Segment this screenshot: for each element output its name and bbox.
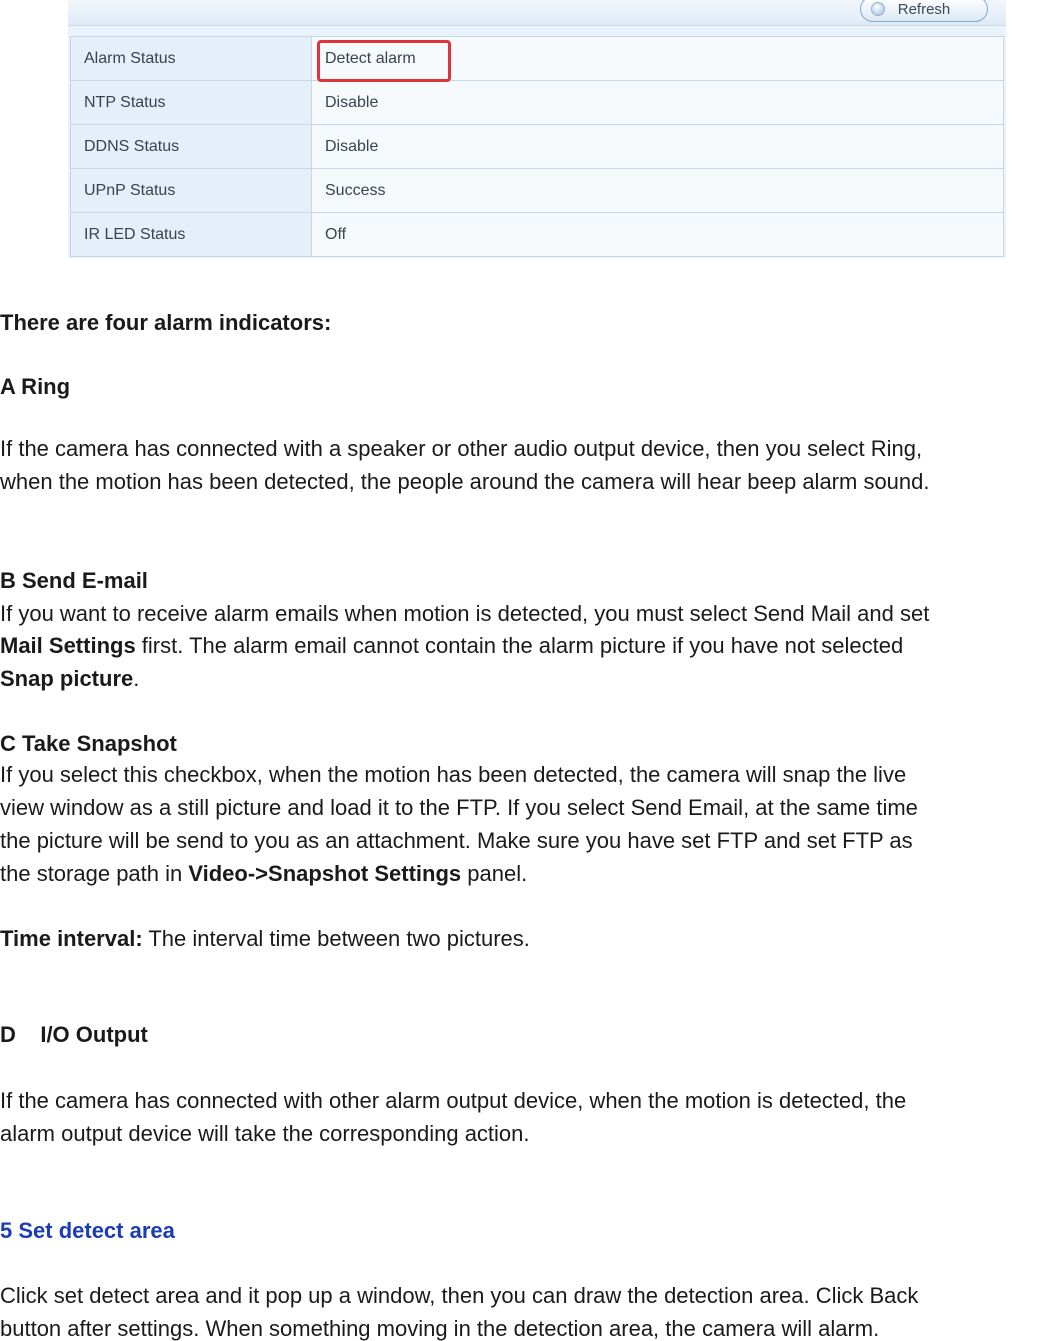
refresh-button[interactable] [860, 0, 988, 22]
section-b-text-3 [0, 662, 1055, 695]
section-c-text-1: If you select this checkbox, when the motion has been detected, the camera will snap the live [0, 762, 907, 787]
section-a-heading: A Ring [0, 374, 71, 399]
section-5-heading: 5 Set detect area [0, 1218, 175, 1243]
section-d-text-2: alarm output device will take the corresponding action. [0, 1121, 530, 1146]
status-value [312, 81, 1004, 125]
section-b-text-3-rest: . [133, 666, 140, 691]
status-label: DDNS Status [71, 125, 312, 169]
upnp-status-value: Success [325, 181, 386, 199]
mail-settings-term: Mail Settings [0, 633, 136, 658]
status-label: IR LED Status [71, 213, 312, 257]
panel-toolbar [68, 0, 1006, 26]
section-a-text-1: If the camera has connected with a speaker or other audio output device, then you select Ring, [0, 436, 923, 461]
section-c-text-3: the picture will be send to you as an attachment. Make sure you have set FTP and set FTP as [0, 828, 913, 853]
time-interval-text: The interval time between two pictures. [142, 926, 530, 951]
ntp-status-value: Disable [325, 93, 379, 111]
section-b-text-2-rest: first. The alarm email cannot contain the alarm picture if you have not selected [135, 633, 904, 658]
table-row [71, 81, 1004, 125]
status-label: UPnP Status [71, 169, 312, 213]
time-interval-line [0, 922, 1055, 955]
status-value [312, 37, 1004, 81]
section-c-text-4-pre: the storage path in [0, 861, 189, 886]
intro-heading: There are four alarm indicators: [0, 310, 332, 335]
section-d-text-1: If the camera has connected with other alarm output device, when the motion is detected, the [0, 1088, 907, 1113]
section-a-text-2: when the motion has been detected, the people around the camera will hear beep alarm sound. [0, 469, 930, 494]
status-table [70, 36, 1004, 257]
table-row [71, 125, 1004, 169]
status-screenshot [68, 0, 1006, 258]
section-b-text-1: If you want to receive alarm emails when motion is detected, you must select Send Mail and set [0, 601, 930, 626]
time-interval-label: Time interval: [0, 926, 143, 951]
section-c-text-2: view window as a still picture and load it to the FTP. If you select Send Email, at the same time [0, 795, 918, 820]
section-d-heading: D I/O Output [0, 1022, 148, 1047]
ddns-status-value: Disable [325, 137, 379, 155]
section-b-text-2 [0, 629, 1055, 662]
table-row [71, 37, 1004, 81]
section-b-heading: B Send E-mail [0, 568, 148, 593]
table-row [71, 169, 1004, 213]
status-value [312, 125, 1004, 169]
section-5-text-2: button after settings. When something moving in the detection area, the camera will alarm. [0, 1316, 880, 1341]
section-c-heading: C Take Snapshot [0, 731, 177, 756]
status-label: NTP Status [71, 81, 312, 125]
snapshot-settings-term: Video->Snapshot Settings [188, 861, 462, 886]
section-c-text-4 [0, 857, 1055, 890]
table-row [71, 213, 1004, 257]
section-5-text-1: Click set detect area and it pop up a window, then you can draw the detection area. Click Back [0, 1283, 919, 1308]
status-value [312, 213, 1004, 257]
refresh-icon [871, 2, 885, 16]
snap-picture-term: Snap picture [0, 666, 134, 691]
refresh-label: Refresh [897, 0, 951, 18]
section-c-text-4-post: panel. [461, 861, 528, 886]
ir-led-status-value: Off [325, 225, 347, 243]
status-value [312, 169, 1004, 213]
alarm-status-value: Detect alarm [325, 49, 416, 67]
status-label: Alarm Status [71, 37, 312, 81]
